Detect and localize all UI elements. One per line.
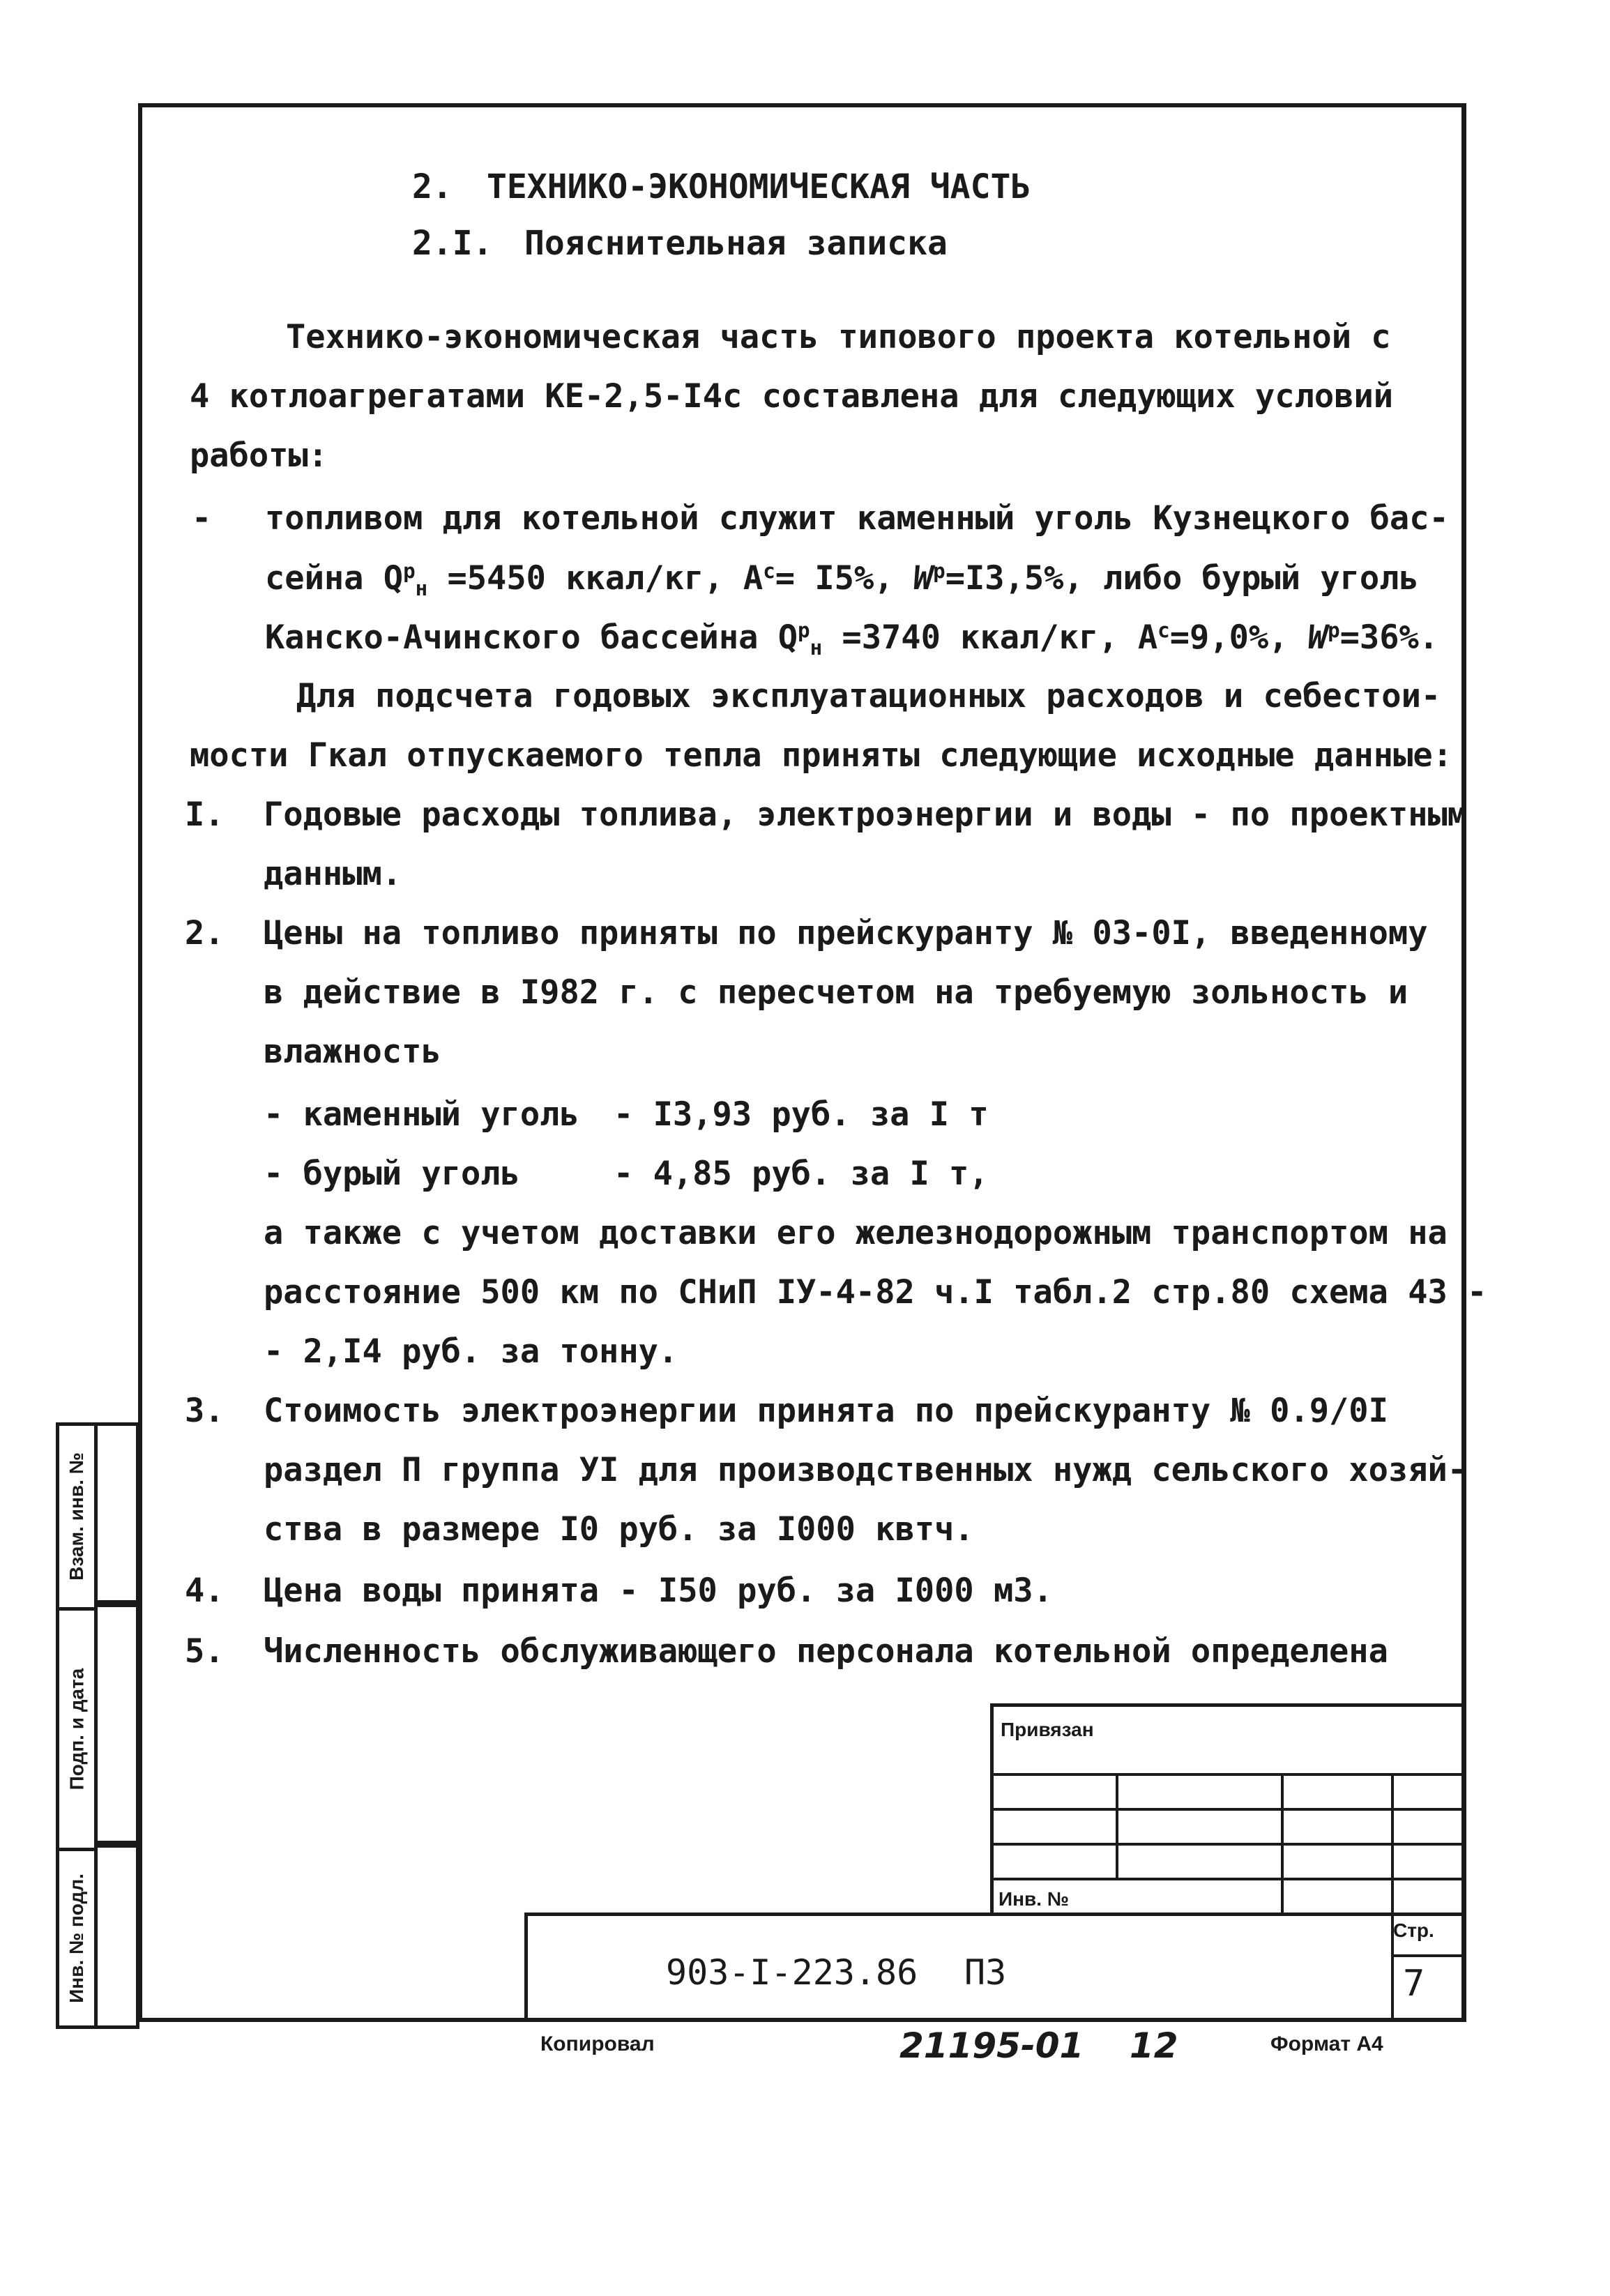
margin-column xyxy=(98,1422,139,1604)
section-title: ТЕХНИКО-ЭКОНОМИЧЕСКАЯ ЧАСТЬ xyxy=(487,167,1031,206)
item-line: Цена воды принята - I50 руб. за I000 м3. xyxy=(264,1572,1053,1610)
margin-label: Инв. № подл. xyxy=(66,1873,88,2003)
item-line: Стоимость электроэнергии принята по прейскуранту № 0.9/0I xyxy=(264,1392,1388,1430)
section-number: 2. xyxy=(412,167,453,206)
calc-line: мости Гкал отпускаемого тепла приняты следующие исходные данные: xyxy=(190,736,1452,775)
item-number: 5. xyxy=(185,1632,225,1671)
sheet-number: 7 xyxy=(1403,1963,1425,2005)
subsection-title: Пояснительная записка xyxy=(524,224,948,263)
price-label: - каменный уголь xyxy=(264,1095,579,1134)
price-value: - 4,85 руб. за I т, xyxy=(614,1155,989,1193)
margin-column xyxy=(98,1844,139,2029)
item-number: 4. xyxy=(185,1572,225,1610)
item-number: 2. xyxy=(185,914,225,952)
copied-by-label: Копировал xyxy=(540,2032,655,2055)
format-label: Формат А4 xyxy=(1270,2032,1383,2055)
margin-stamp xyxy=(56,1422,98,2029)
fuel-dash: - xyxy=(192,499,212,538)
margin-column xyxy=(98,1604,139,1844)
item-line: влажность xyxy=(264,1033,441,1071)
item-line: - 2,I4 руб. за тонну. xyxy=(264,1332,678,1371)
item-line: в действие в I982 г. с пересчетом на требуемую зольность и xyxy=(264,973,1408,1012)
item-number: I. xyxy=(185,796,225,834)
intro-line: Технико-экономическая часть типового проекта котельной с xyxy=(286,318,1391,356)
margin-cell-replacement xyxy=(59,1426,94,1607)
item-line: раздел П группа УI для производственных нужд сельского хозяй- xyxy=(264,1451,1468,1489)
document-code: 903-I-223.86 xyxy=(666,1952,918,1993)
sheet-label: Стр. xyxy=(1393,1919,1434,1941)
bound-label: Привязан xyxy=(1001,1719,1094,1740)
margin-label: Взам. инв. № xyxy=(66,1452,88,1581)
intro-line: 4 котлоагрегатами КЕ-2,5-I4с составлена для следующих условий xyxy=(190,377,1394,416)
item-line: ства в размере I0 руб. за I000 квтч. xyxy=(264,1510,974,1549)
sheet-count: 12 xyxy=(1130,2025,1178,2066)
intro-line: работы: xyxy=(190,436,328,475)
item-line: данным. xyxy=(264,855,402,893)
inventory-label: Инв. № xyxy=(998,1888,1070,1910)
price-label: - бурый уголь xyxy=(264,1155,520,1193)
document-type: ПЗ xyxy=(964,1952,1007,1993)
item-line: Численность обслуживающего персонала котельной определена xyxy=(264,1632,1388,1671)
item-line: Цены на топливо приняты по прейскуранту № 03-0I, введенному xyxy=(264,914,1428,952)
item-line: расстояние 500 км по СНиП IУ-4-82 ч.I табл.2 стр.80 схема 43 - xyxy=(264,1273,1487,1312)
margin-label: Подп. и дата xyxy=(66,1668,88,1791)
subsection-number: 2.I. xyxy=(412,224,493,263)
item-line: а также с учетом доставки его железнодорожным транспортом на xyxy=(264,1214,1448,1252)
margin-cell-inventory xyxy=(59,1851,94,2025)
fuel-line: Канско-Ачинского бассейна $Q^р_н =3740$ ккал/кг, $А^с=9,0\%$, $W^р=36\%$. xyxy=(265,618,1439,660)
item-line: Годовые расходы топлива, электроэнергии и воды - по проектным xyxy=(264,796,1468,834)
archive-number: 21195-01 xyxy=(899,2025,1084,2066)
fuel-line: топливом для котельной служит каменный уголь Кузнецкого бас- xyxy=(265,499,1449,538)
margin-cell-signature xyxy=(59,1611,94,1848)
price-value: - I3,93 руб. за I т xyxy=(614,1095,989,1134)
calc-line: Для подсчета годовых эксплуатационных расходов и себестои- xyxy=(296,677,1441,715)
fuel-line: сейна $Q^р_н =5450$ ккал/кг, $А^с= I5\%$, $W^р=I3,5\%$, либо бурый уголь xyxy=(265,559,1419,600)
item-number: 3. xyxy=(185,1392,225,1430)
